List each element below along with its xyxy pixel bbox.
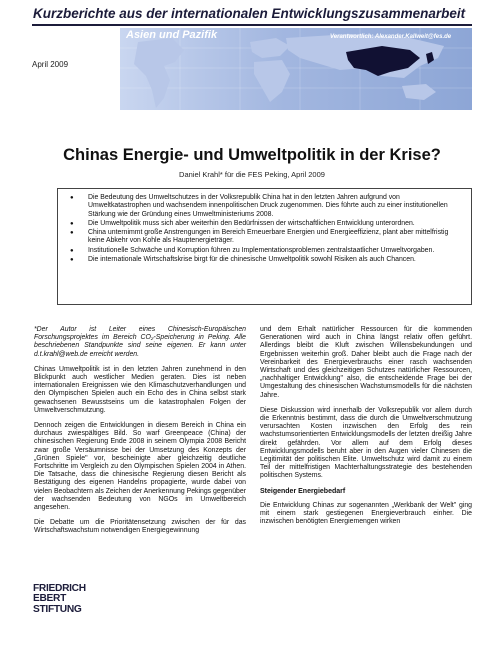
logo-line: FRIEDRICH [33, 583, 86, 594]
summary-text: Die Bedeutung des Umweltschutzes in der Volksrepublik China hat in den letzten Jahren aufgrund von Umweltkatastrophen und wachsendem innenpolitischen Druck zugenommen. Dies führte auch zu einer institutionellen Stärkung wie der Gründung eines Umweltministeriums 2008. [88, 194, 448, 218]
summary-item [66, 229, 463, 246]
logo-line: STIFTUNG [33, 603, 82, 615]
summary-text: Die Umweltpolitik muss sich aber weiterhin den Bedürfnissen der wirtschaftlichen Entwicklung unterordnen. [88, 219, 415, 227]
continent-australia [402, 84, 436, 100]
summary-item [66, 220, 463, 228]
body-paragraph: Die Debatte um die Prioritätensetzung zwischen der für das Wirtschaftswachstum notwendigen Energiegewinnung [34, 519, 246, 535]
header-rule [32, 24, 472, 26]
body-paragraph: und dem Erhalt natürlicher Ressourcen für die kommenden Generationen wird auch in China längst relativ offen geführt. Allerdings bleibt die Kluft zwischen Willensbekundungen und Ergebnissen weiterhin groß. Daher bleibt auch die Frage nach der Vereinbarkeit des Energieverbrauchs einer rasch wachsenden Wirtschaft und des gleichzeitigen Schutzes natürlicher Ressourcen, „nachhaltiger Entwicklung" also, die entscheidende Frage bei der Umgestaltung des chinesischen Wachstumsmodells für die nächsten Jahre. [260, 326, 472, 399]
logo-line: EBERT [33, 593, 67, 605]
bullet-icon: ● [70, 257, 74, 264]
continent-americas [134, 38, 184, 108]
region-label: Asien und Pazifik [126, 29, 218, 41]
body-paragraph: Die Entwicklung Chinas zur sogenannten „Werkbank der Welt" ging mit einem stark gestiegenen Energieverbrauch einher. Die inzwischen benötigten Energiemengen wirken [260, 501, 472, 526]
summary-text: China unternimmt große Anstrengungen im Bereich Erneuerbare Energien und Energieeffizienz, plant aber mittelfristig keine Abkehr von Kohle als Hauptenergieträger. [88, 229, 449, 245]
left-column [34, 326, 246, 543]
body-paragraph: Chinas Umweltpolitik ist in den letzten Jahren zunehmend in den Blickpunkt auch westlicher Medien geraten. Dies ist neben internationalen Ereignissen wie den Klimaschutzverhandlungen und den Olympischen Spielen auch ein Echo des in China selbst stark gewachsenen Bewusstseins um die katastrophalen Folgen der Umweltverschmutzung. [34, 365, 246, 414]
byline: Daniel Krahl* für die FES Peking, April 2009 [179, 170, 325, 179]
body-paragraph: Diese Diskussion wird innerhalb der Volksrepublik vor allem durch die Erkenntnis bestimmt, dass die durch die Umweltverschmutzung verursachten Kosten inzwischen den Erfolg des rein wachstumsorientierten Entwicklungsmodells der letzten dreißig Jahre direkt gefährden. Vor allem auf dem Erfolg dieses Entwicklungsmodells beruht aber in den Augen vieler Chinesen die Legitimität der politischen Elite. Umweltschutz wird damit zu einem Teil der mittelfristigen Machterhaltungsstrategie des bestehenden politischen Systems. [260, 406, 472, 480]
document-date: April 2009 [32, 60, 69, 69]
continent-africa [254, 60, 290, 102]
summary-item [66, 256, 463, 264]
right-column [260, 326, 472, 533]
series-title: Kurzberichte aus der internationalen Entwicklungszusammenarbeit [33, 6, 466, 21]
bullet-icon: ● [70, 220, 74, 227]
fes-logo [33, 584, 86, 615]
region-banner [120, 28, 472, 110]
summary-item [66, 194, 463, 219]
page-title: Chinas Energie- und Umweltpolitik in der Krise? [63, 146, 441, 164]
bullet-icon: ● [70, 230, 74, 237]
responsible-contact[interactable]: Verantwortlich: Alexander.Kallweit@fes.de [330, 34, 452, 40]
continent-europe [250, 38, 290, 58]
body-paragraph: Dennoch zeigen die Entwicklungen in diesem Bereich in China ein durchaus zwiespältiges Bild. So warf Greenpeace (China) der chinesischen Regierung Ende 2008 in seinem Olympia 2008 Bericht zwar große Versäumnisse bei der Umsetzung des Konzepts der „Grünen Spiele" vor, bescheinigte aber gleichzeitig deutliche Fortschritte im Vergleich zu den Olympischen Spielen 2004 in Athen. Die Tatsache, dass die chinesische Regierung diesen Bericht als Bestätigung des eigenen Handelns propagierte, wurde dabei von vielen Beobachtern als Zeichen der Anerkennung Pekings gegenüber der wachsenden Bedeutung von NGOs im Umweltbereich angesehen. [34, 422, 246, 512]
bullet-icon: ● [70, 247, 74, 254]
section-heading: Steigender Energiebedarf [260, 487, 346, 495]
summary-item [66, 247, 463, 255]
bullet-icon: ● [70, 195, 74, 201]
summary-text: Institutionelle Schwäche und Korruption führen zu Implementationsproblemen zentralstaatlicher Umweltvorgaben. [88, 246, 435, 254]
author-note: *Der Autor ist Leiter eines Chinesisch-Europäischen Forschungsprojektes im Bereich CO₂-Speicherung in Peking. Alle beschriebenen Standpunkte sind seine eigenen. Er kann unter d.t.krahl@web.de erreicht werden. [34, 326, 246, 358]
summary-text: Die internationale Wirtschaftskrise birgt für die chinesische Umweltpolitik sowohl Risiken als auch Chancen. [88, 256, 416, 264]
summary-box [57, 188, 472, 305]
